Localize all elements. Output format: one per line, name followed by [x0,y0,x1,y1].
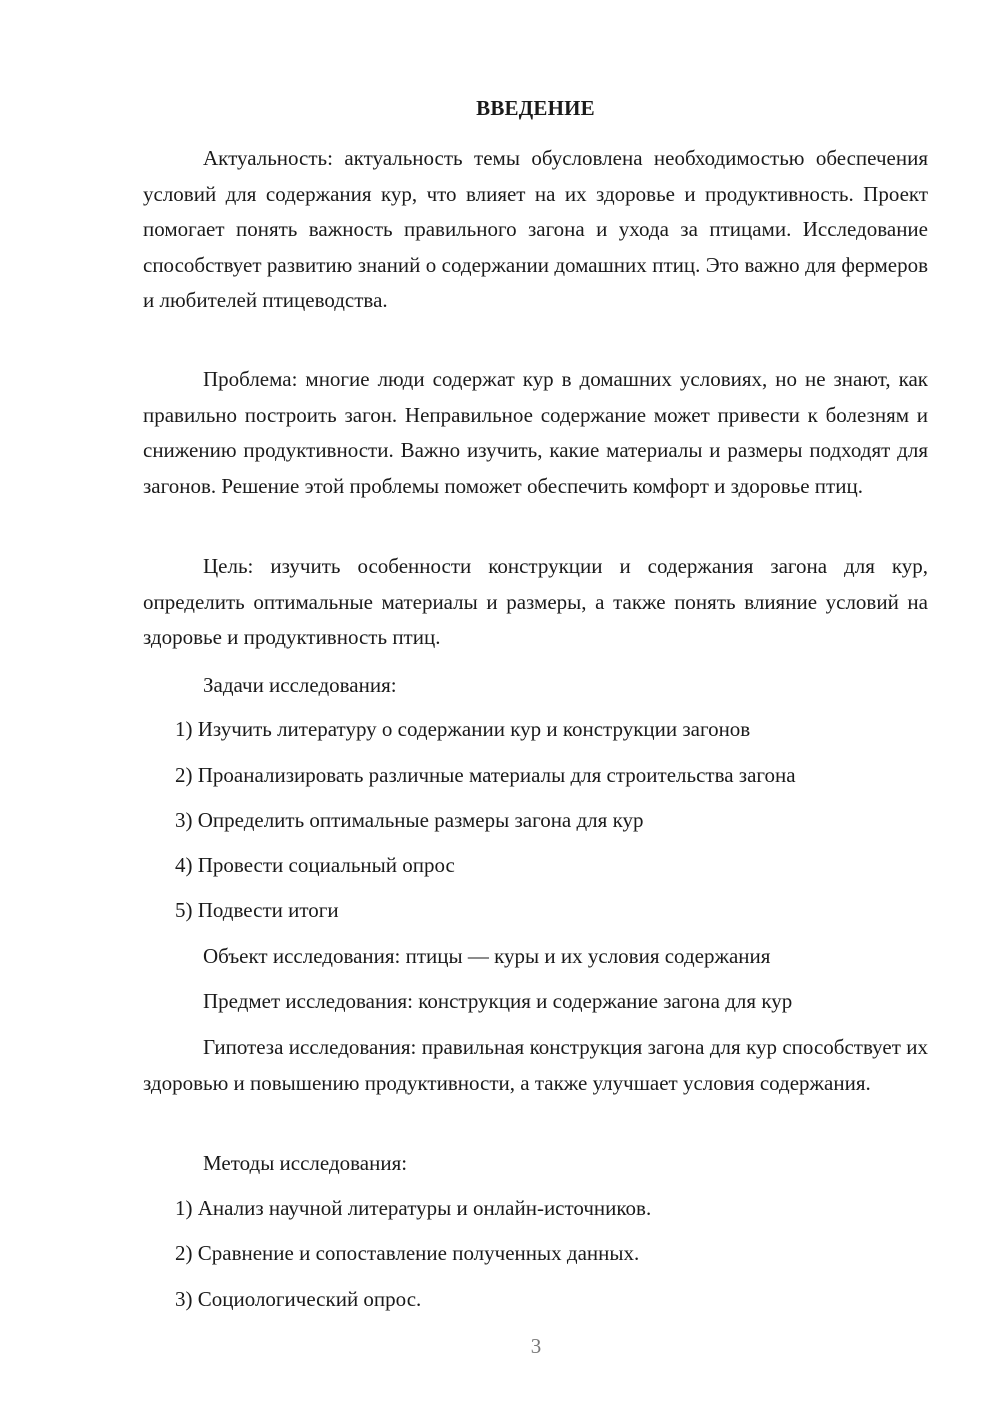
section-title: ВВЕДЕНИЕ [476,96,595,120]
tasks-heading: Задачи исследования: [203,673,397,697]
task-item: 4) Провести социальный опрос [175,853,455,877]
research-object: Объект исследования: птицы — куры и их условия содержания [203,944,771,968]
task-item: 5) Подвести итоги [175,898,339,922]
page-number: 3 [530,1334,542,1358]
goal-paragraph: Цель: изучить особенности конструкции и содержания загона для кур, определить оптимальные материалы и размеры, а также понять влияние условий на здоровье и продуктивность птиц. [143,554,928,649]
task-item: 1) Изучить литературу о содержании кур и конструкции загонов [175,717,751,741]
methods-heading: Методы исследования: [203,1151,408,1175]
method-item: 1) Анализ научной литературы и онлайн-источников. [175,1196,652,1220]
method-item: 3) Социологический опрос. [175,1287,422,1311]
relevance-paragraph: Актуальность: актуальность темы обусловлена необходимостью обеспечения условий для содержания кур, что влияет на их здоровье и продуктивность. Проект помогает понять важность правильного загона и ухода за птицами. Исследование способствует развитию знаний о содержании домашних птиц. Это важно для фермеров и любителей птицеводства. [143,146,928,312]
hypothesis-paragraph: Гипотеза исследования: правильная конструкция загона для кур способствует их здоровью и повышению продуктивности, а также улучшает условия содержания. [143,1035,928,1095]
problem-paragraph: Проблема: многие люди содержат кур в домашних условиях, но не знают, как правильно построить загон. Неправильное содержание может привести к болезням и снижению продуктивности. Важно изучить, какие материалы и размеры подходят для загонов. Решение этой проблемы поможет обеспечить комфорт и здоровье птиц. [143,367,928,498]
method-item: 2) Сравнение и сопоставление полученных данных. [175,1241,640,1265]
task-item: 3) Определить оптимальные размеры загона для кур [175,808,644,832]
task-item: 2) Проанализировать различные материалы для строительства загона [175,763,796,787]
research-subject: Предмет исследования: конструкция и содержание загона для кур [203,989,793,1013]
